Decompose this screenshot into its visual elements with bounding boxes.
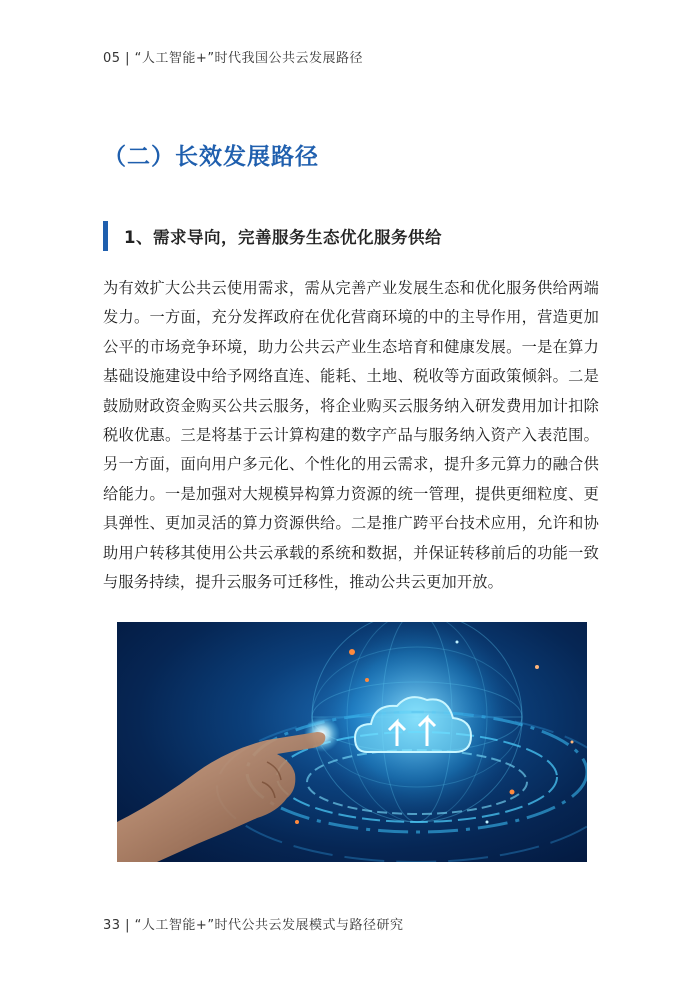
heading-accent-bar [103,221,108,251]
pointing-hand-icon [117,732,325,862]
page-header: 05 | “人工智能+”时代我国公共云发展路径 [103,51,364,66]
sub-heading [103,221,442,251]
illustration-svg [117,622,587,862]
body-paragraph: 为有效扩大公共云使用需求，需从完善产业发展生态和优化服务供给两端发力。一方面，充分发挥政府在优化营商环境的中的主导作用，营造更加公平的市场竞争环境，助力公共云产业生态培育和健康发展。一是在算力基础设施建设中给予网络直连、能耗、土地、税收等方面政策倾斜。二是鼓励财政资金购买公共云服务，将企业购买云服务纳入研发费用加计扣除税收优惠。三是将基于云计算构建的数字产品与服务纳入资产入表范围。另一方面，面向用户多元化、个性化的用云需求，提升多元算力的融合供给能力。一是加强对大规模异构算力资源的统一管理，提供更细粒度、更具弹性、更加灵活的算力资源供给。二是推广跨平台技术应用，允许和协助用户转移其使用公共云承载的系统和数据，并保证转移前后的功能一致与服务持续，提升云服务可迁移性，推动公共云更加开放。 [103,279,599,592]
cloud-computing-illustration [117,622,587,862]
sub-heading-text: 1、需求导向，完善服务生态优化服务供给 [124,228,442,247]
page-footer: 33 | “人工智能+”时代公共云发展模式与路径研究 [103,918,404,933]
section-title: （二）长效发展路径 [103,144,319,170]
